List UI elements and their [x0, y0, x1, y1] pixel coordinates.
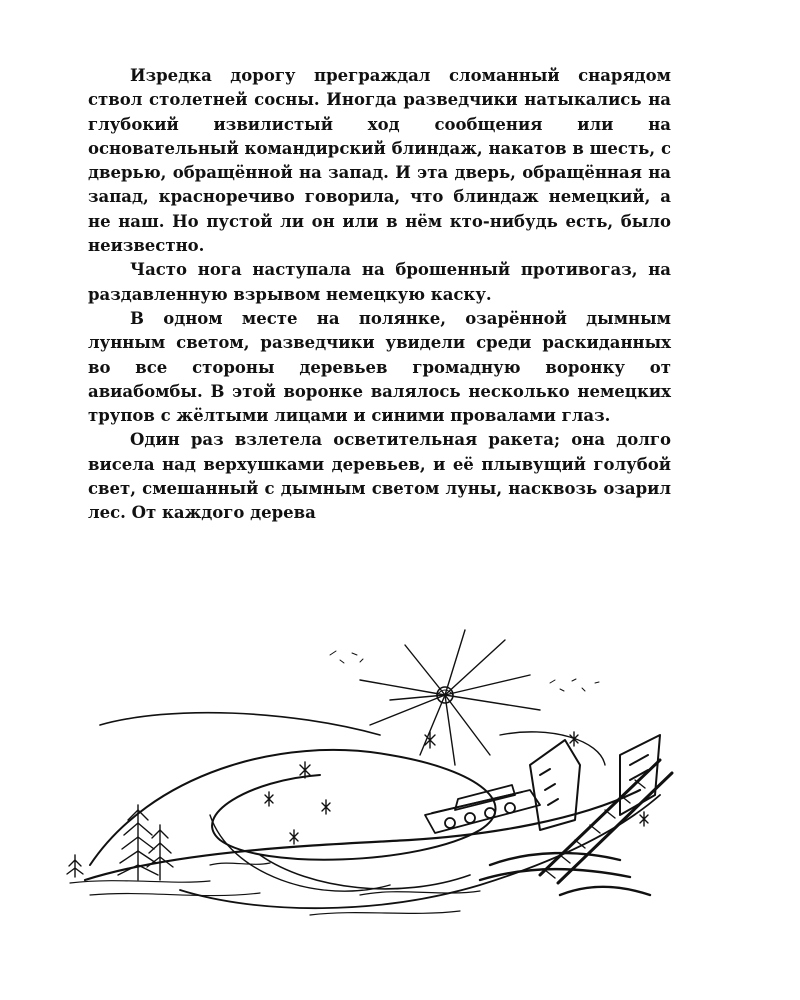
paragraph-4: Один раз взлетела осветительная ракета; она долго висела над верхушками деревьев, и её плывущий голубой свет, смешанный с дымным светом луны, насквозь озарил лес. От каждого дерева	[88, 430, 671, 523]
paragraph-1: Изредка дорогу преграждал сломанный снарядом ствол столетней сосны. Иногда разведчики натыкались на глубокий извилистый ход сообщения или на основательный командирский блиндаж, накатов в шесть, с дверью, обращённой на запад. И эта дверь, обращённая на запад, красноречиво говорила, что блиндаж немецкий, а не наш. Но пустой ли он или в нём кто-нибудь есть, было неизвестно.	[88, 66, 671, 256]
body-text	[88, 64, 671, 526]
paragraph-3: В одном месте на полянке, озарённой дымным лунным светом, разведчики увидели среди раскиданных во все стороны деревьев громадную воронку от авиабомбы. В этой воронке валялось несколько немецких трупов с жёлтыми лицами и синими провалами глаз.	[88, 308, 671, 426]
paragraph-2: Часто нога наступала на брошенный противогаз, на раздавленную взрывом немецкую каску.	[88, 260, 671, 304]
night-forest-flare-sketch-icon	[60, 615, 700, 925]
